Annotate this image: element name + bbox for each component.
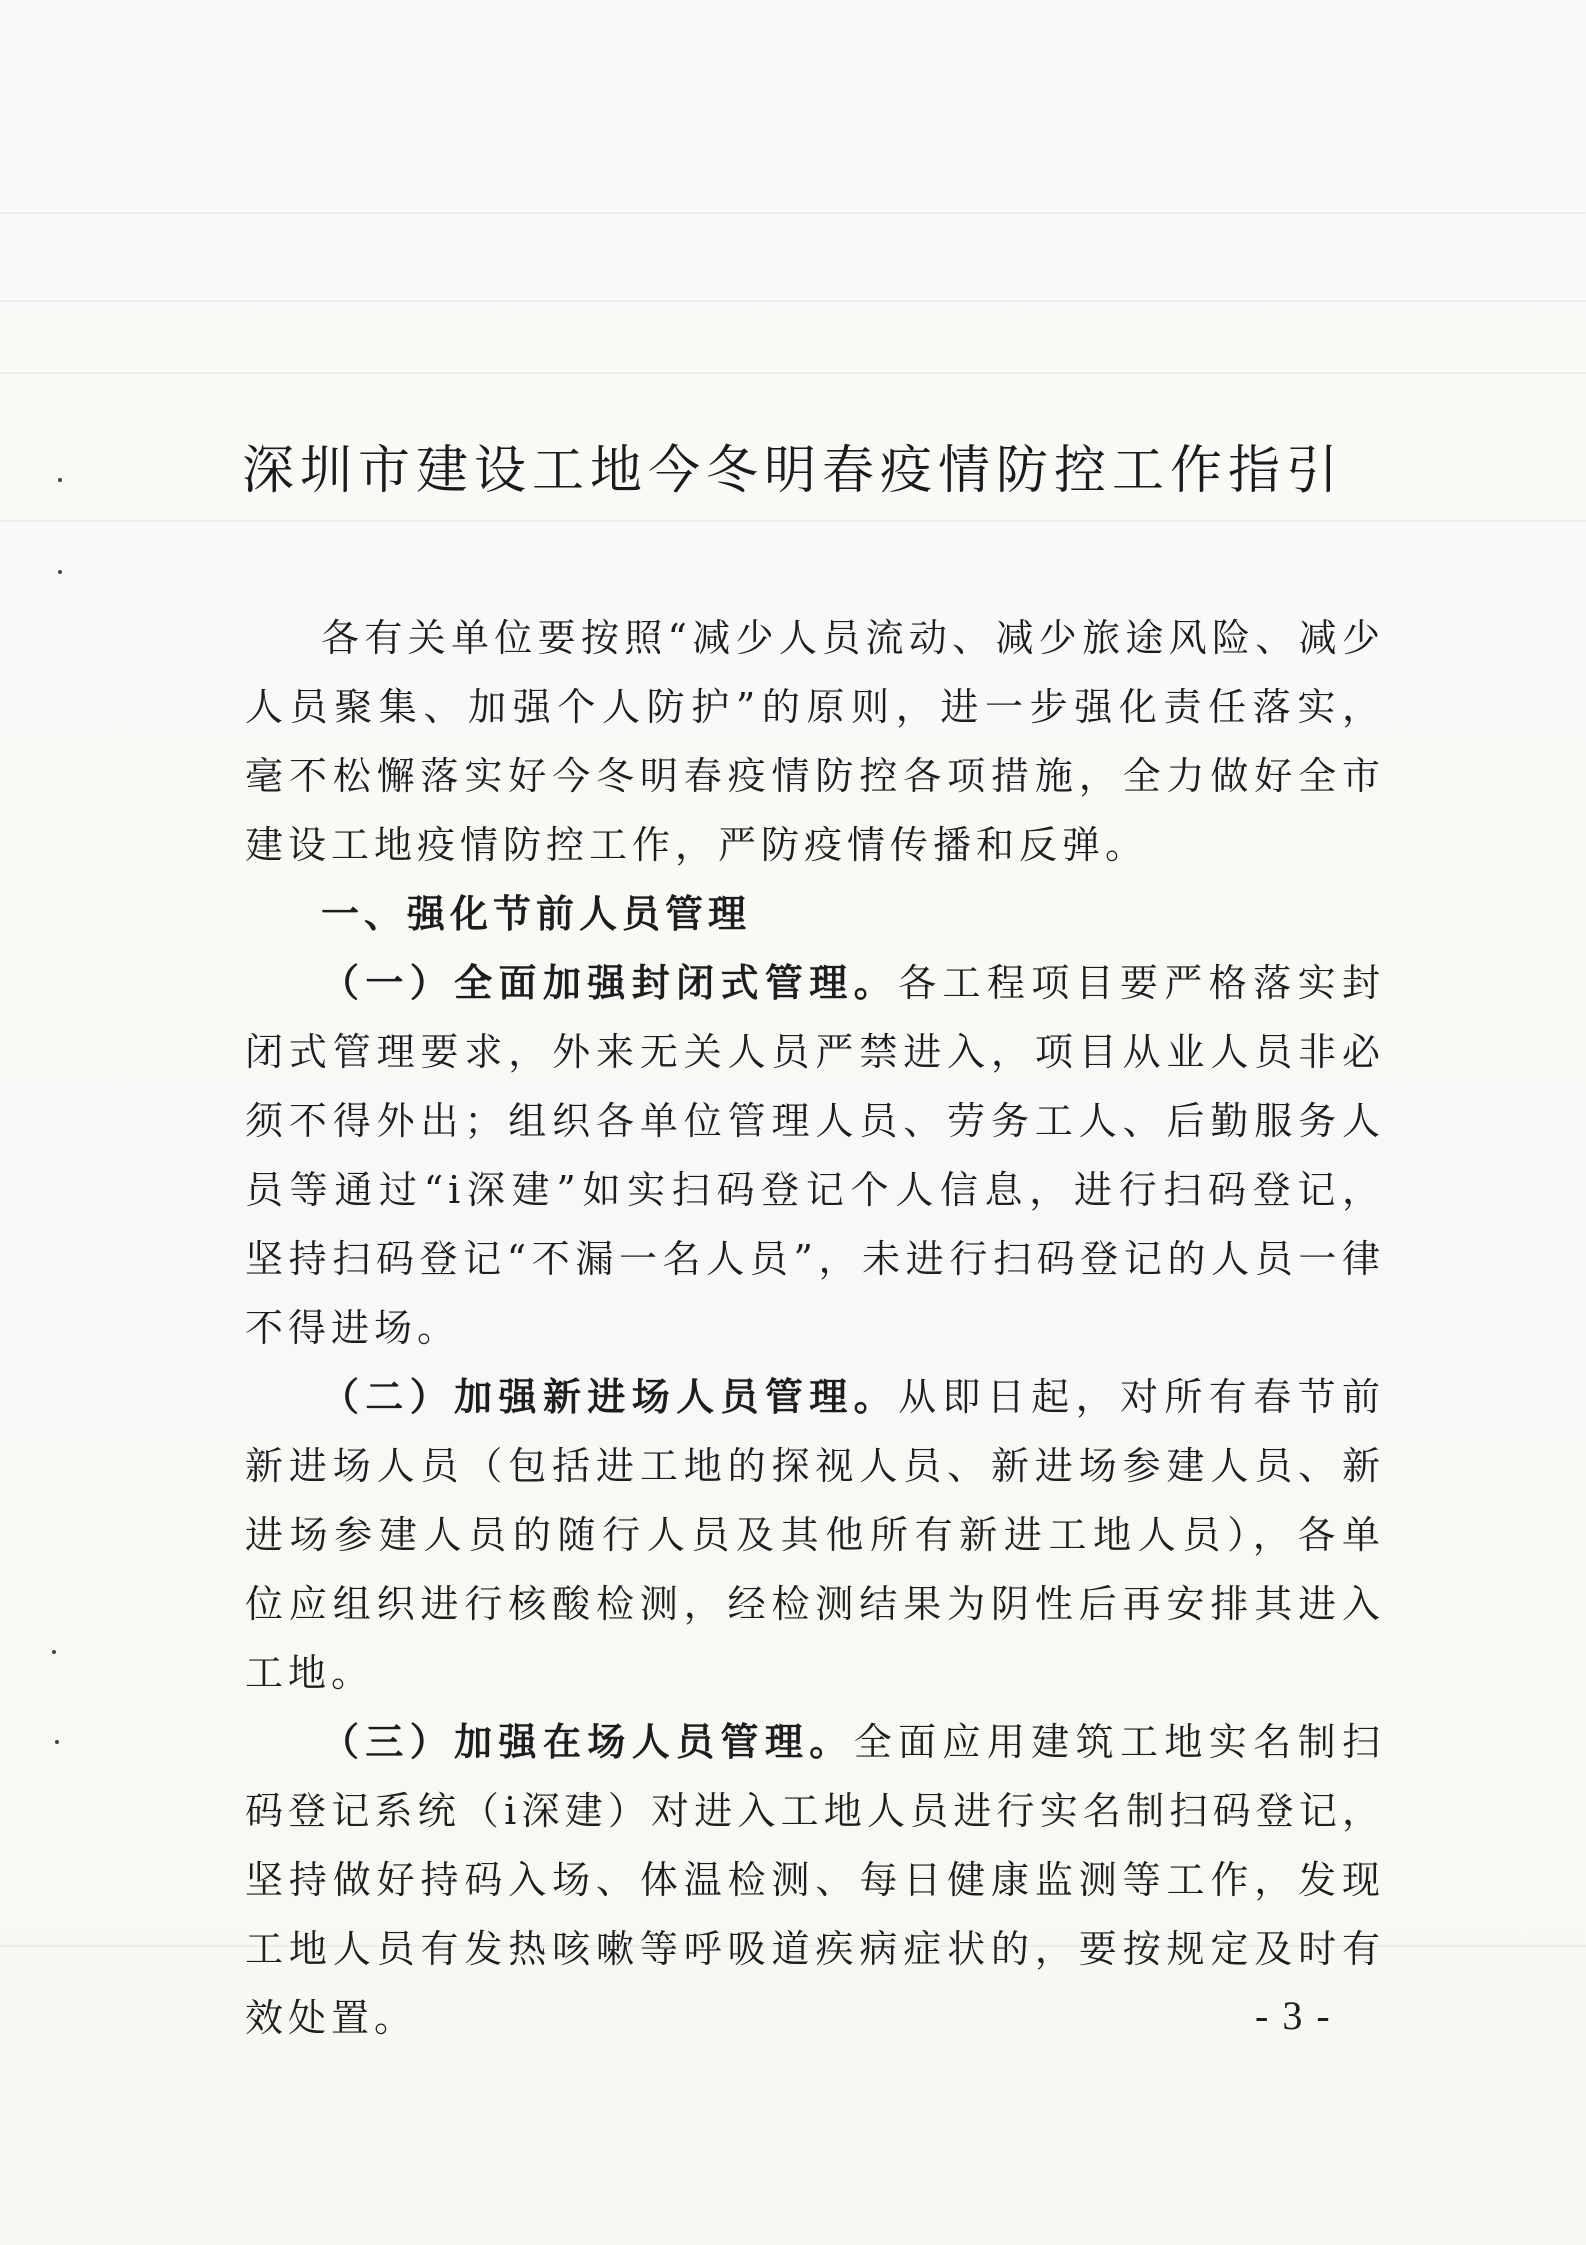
scan-artifact-line xyxy=(0,300,1586,302)
page-number: - 3 - xyxy=(1255,1993,1332,2038)
scan-artifact-line xyxy=(0,212,1586,214)
section-item xyxy=(245,1363,1385,1708)
scan-artifact-line xyxy=(0,372,1586,374)
section-item-lead: （一）全面加强封闭式管理。 xyxy=(321,961,899,1005)
intro-paragraph: 各有关单位要按照“减少人员流动、减少旅途风险、减少人员聚集、加强个人防护”的原则，进一步强化责任落实，毫不松懈落实好今冬明春疫情防控各项措施，全力做好全市建设工地疫情防控工作，严防疫情传播和反弹。 xyxy=(245,616,1385,867)
document-title: 深圳市建设工地今冬明春疫情防控工作指引 xyxy=(241,441,1344,501)
section-item-text: 各工程项目要严格落实封闭式管理要求，外来无关人员严禁进入，项目从业人员非必须不得外出；组织各单位管理人员、劳务工人、后勤服务人员等通过“i深建”如实扫码登记个人信息，进行扫码登记，坚持扫码登记“不漏一名人员”，未进行扫码登记的人员一律不得进场。 xyxy=(245,961,1385,1350)
section-item xyxy=(245,1708,1385,2053)
scan-artifact-dot xyxy=(55,1740,59,1744)
section-item xyxy=(245,949,1385,1363)
section-heading: 一、强化节前人员管理 xyxy=(321,892,752,936)
scan-artifact-dot xyxy=(52,1650,56,1654)
section-item-text: 从即日起，对所有春节前新进场人员（包括进工地的探视人员、新进场参建人员、新进场参建人员的随行人员及其他所有新进工地人员），各单位应组织进行核酸检测，经检测结果为阴性后再安排其进入工地。 xyxy=(245,1375,1385,1695)
scan-artifact-dot xyxy=(58,570,62,574)
document-body xyxy=(245,604,1385,2053)
section-item-lead: （三）加强在场人员管理。 xyxy=(321,1720,854,1764)
section-item-lead: （二）加强新进场人员管理。 xyxy=(321,1375,899,1419)
scan-artifact-line xyxy=(0,520,1586,522)
section-item-text: 全面应用建筑工地实名制扫码登记系统（i深建）对进入工地人员进行实名制扫码登记，坚持做好持码入场、体温检测、每日健康监测等工作，发现工地人员有发热咳嗽等呼吸道疾病症状的，要按规定及时有效处置。 xyxy=(245,1720,1385,2040)
